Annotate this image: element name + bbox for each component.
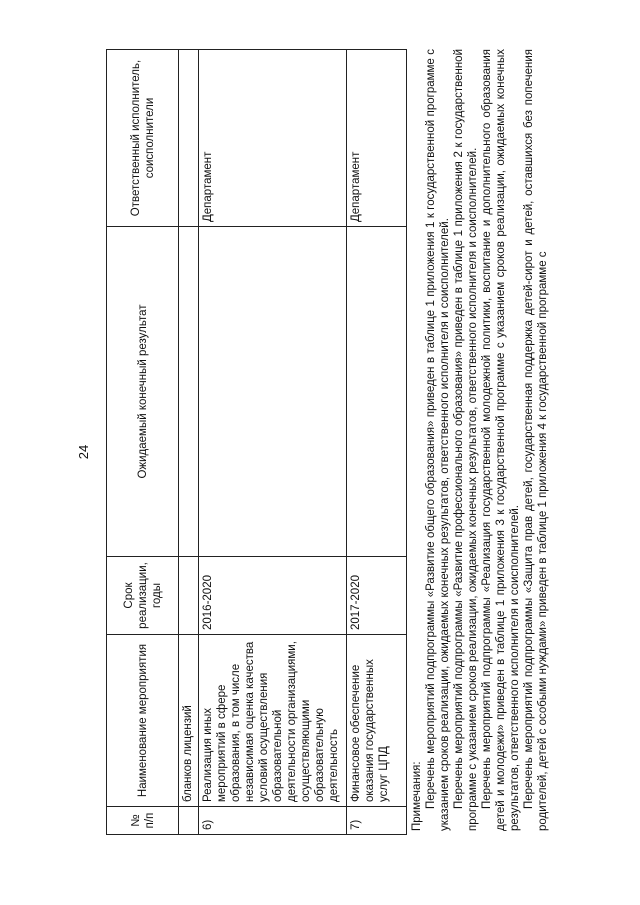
cell-no: 7): [347, 807, 407, 835]
cell-result: [199, 227, 347, 557]
table-row: [347, 50, 407, 835]
cell-responsible: Департамент: [347, 50, 407, 227]
header-name: Наименование мероприятия: [107, 635, 179, 807]
cell-no: [179, 807, 199, 835]
cell-name: бланков лицензий: [179, 635, 199, 807]
table-header-row: [107, 50, 179, 835]
header-result: Ожидаемый конечный результат: [107, 227, 179, 557]
notes-section: [410, 49, 550, 831]
note-paragraph: Перечень мероприятий подпрограммы «Защита прав детей, государственная поддержка детей-сирот и детей, оставшихся без попечения родителей, детей с особыми нуждами» приведен в таблице 1 приложения 4 к государственной программе с: [523, 49, 549, 831]
cell-name: Реализация иных мероприятий в сфере образования, в том числе независимая оценка качества условий осуществления образовательной деятельности организациями, осуществляющими образовательную деятельность: [199, 635, 347, 807]
header-no: № п/п: [107, 807, 179, 835]
cell-no: 6): [199, 807, 347, 835]
cell-result: [347, 227, 407, 557]
notes-title: Примечания:: [411, 761, 423, 831]
activities-table: [106, 49, 407, 835]
cell-responsible: [179, 50, 199, 227]
table-row-continuation: [179, 50, 199, 835]
note-paragraph: Перечень мероприятий подпрограммы «Развитие профессионального образования» приведен в таблице 1 приложения 2 к государственной программе с указанием сроков реализации, ожидаемых конечных результатов, ответственного исполнителя и соисполнителей.: [453, 49, 479, 831]
cell-result: [179, 227, 199, 557]
note-paragraph: Перечень мероприятий подпрограммы «Развитие общего образования» приведен в таблице 1 приложения 1 к государственной программе с указанием сроков реализации, ожидаемых конечных результатов, ответственного исполнителя и соисполнителей.: [425, 49, 451, 831]
cell-name: Финансовое обеспечение оказания государственных услуг ЦПД: [347, 635, 407, 807]
header-term: Срок реализации, годы: [107, 557, 179, 635]
header-responsible: Ответственный исполнитель, соисполнители: [107, 50, 179, 227]
table-row: [199, 50, 347, 835]
cell-term: 2016-2020: [199, 557, 347, 635]
note-paragraph: Перечень мероприятий подпрограммы «Реализация государственной молодежной политики, воспитание и дополнительного образования детей и молодежи» приведен в таблице 1 приложения 3 к государственной программе с указанием сроков реализации, ожидаемых конечных результатов, ответственного исполнителя и соисполнителей.: [481, 49, 521, 831]
cell-responsible: Департамент: [199, 50, 347, 227]
cell-term: [179, 557, 199, 635]
cell-term: 2017-2020: [347, 557, 407, 635]
page-number: 24: [76, 444, 91, 460]
